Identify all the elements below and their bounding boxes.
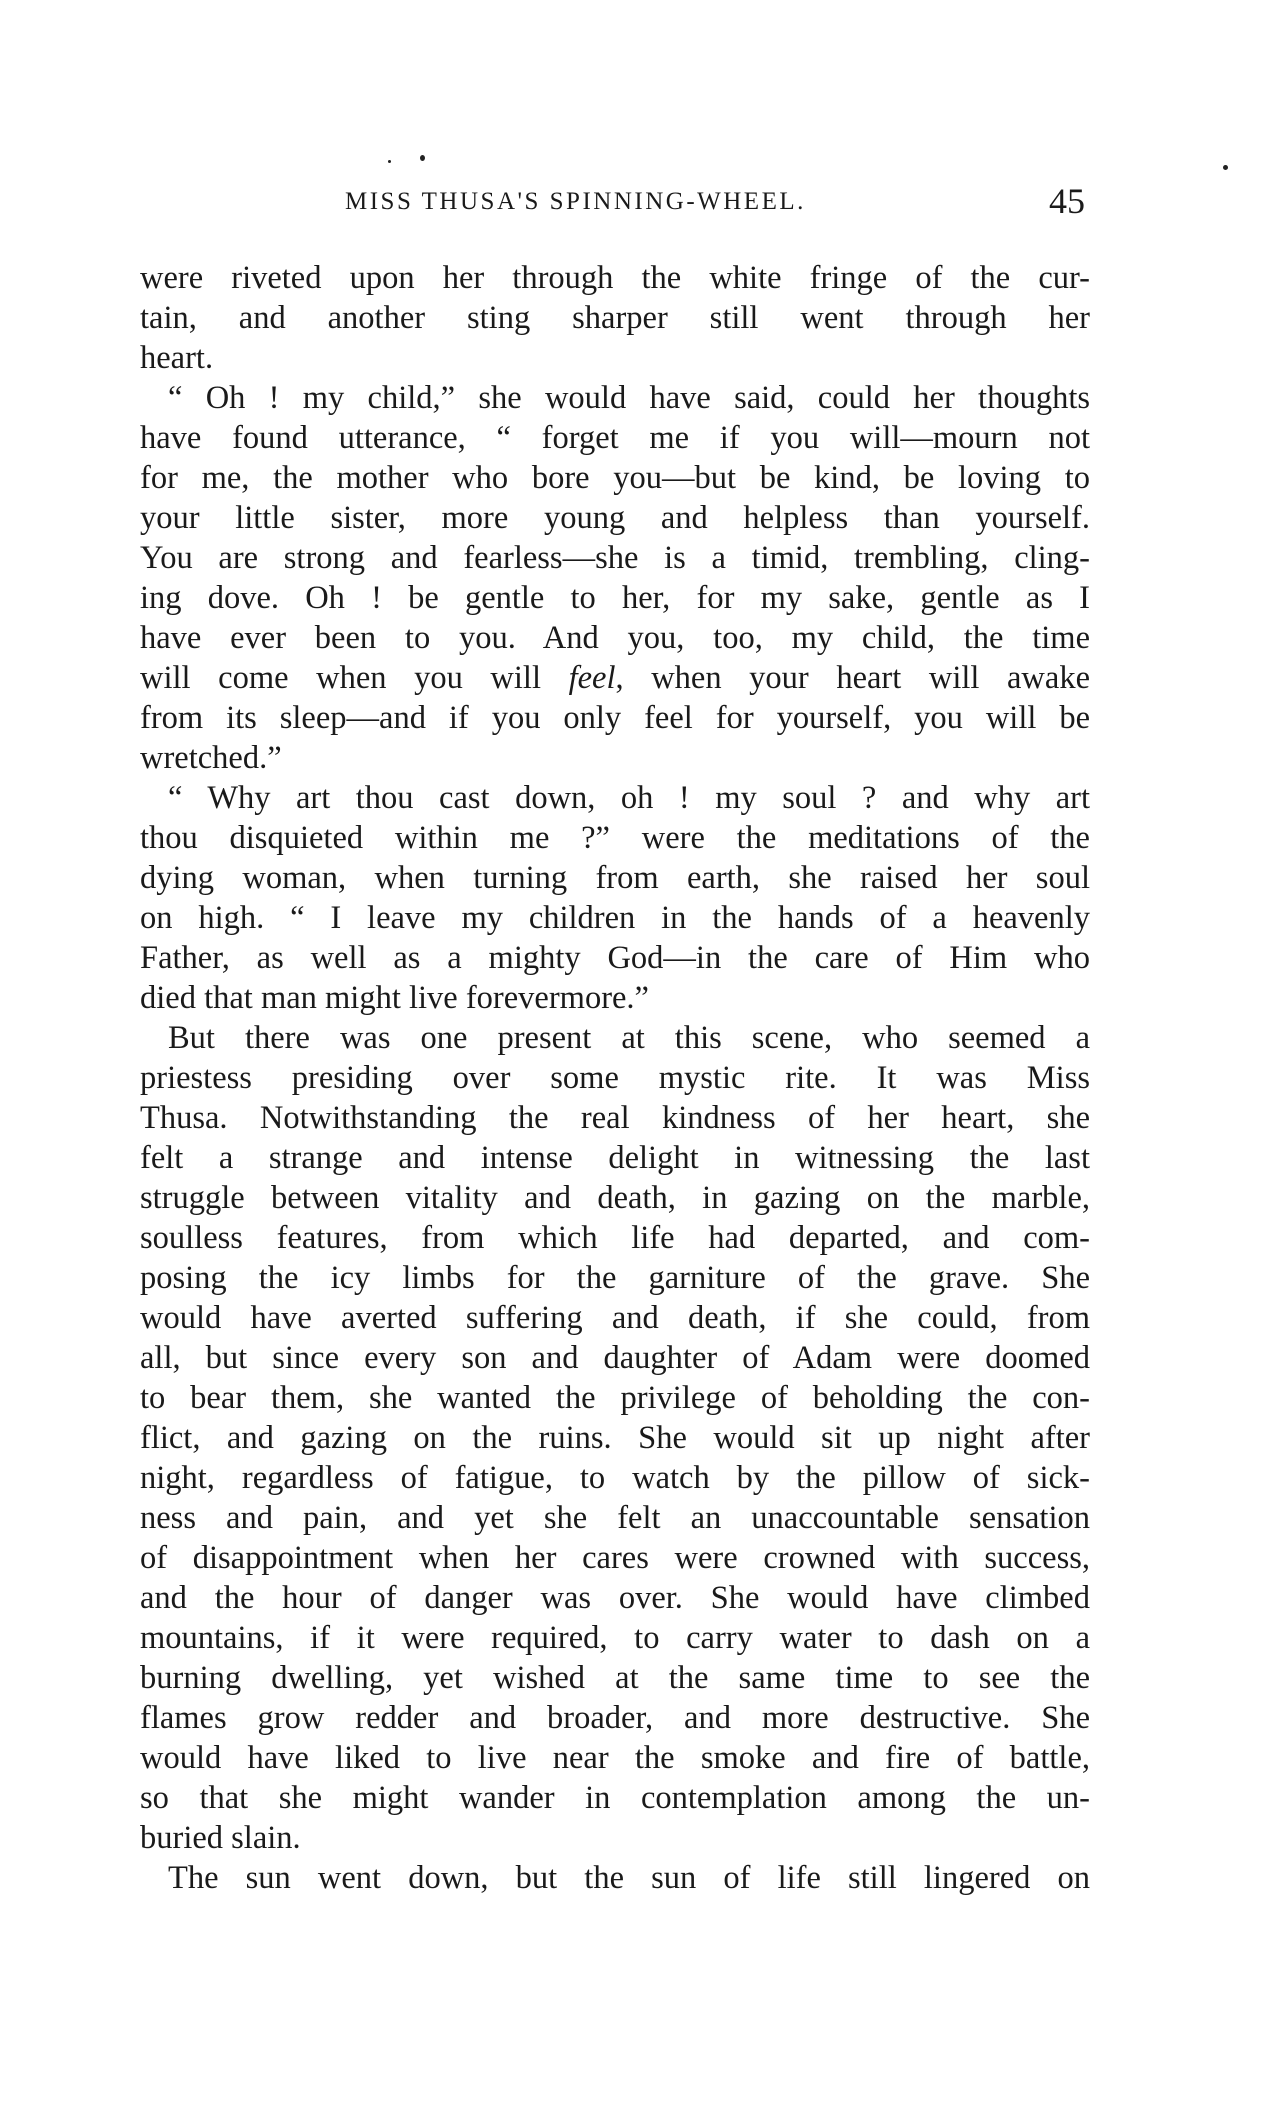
running-head bbox=[140, 180, 1090, 230]
text-line: from its sleep—and if you only feel for yourself, you will be bbox=[140, 700, 1090, 736]
text-line: and the hour of danger was over. She would have climbed bbox=[140, 1580, 1090, 1616]
text-line: on high. “ I leave my children in the hands of a heavenly bbox=[140, 900, 1090, 936]
text-line: burning dwelling, yet wished at the same time to see the bbox=[140, 1660, 1090, 1696]
text-line: wretched.” bbox=[140, 740, 282, 776]
text-line: night, regardless of fatigue, to watch by the pillow of sick- bbox=[140, 1460, 1090, 1496]
text-line: posing the icy limbs for the garniture of the grave. She bbox=[140, 1260, 1090, 1296]
text-line: have ever been to you. And you, too, my child, the time bbox=[140, 620, 1090, 656]
text-line: Father, as well as a mighty God—in the care of Him who bbox=[140, 940, 1090, 976]
text-line: You are strong and fearless—she is a timid, trembling, cling- bbox=[140, 540, 1090, 576]
text-line: all, but since every son and daughter of Adam were doomed bbox=[140, 1340, 1090, 1376]
body-text bbox=[140, 258, 1090, 1898]
text-line: were riveted upon her through the white fringe of the cur- bbox=[140, 260, 1090, 296]
text-line: mountains, if it were required, to carry water to dash on a bbox=[140, 1620, 1090, 1656]
text-line: would have averted suffering and death, if she could, from bbox=[140, 1300, 1090, 1336]
text-line: so that she might wander in contemplation among the un- bbox=[140, 1780, 1090, 1816]
text-line: ing dove. Oh ! be gentle to her, for my sake, gentle as I bbox=[140, 580, 1090, 616]
text-line: soulless features, from which life had departed, and com- bbox=[140, 1220, 1090, 1256]
text-line: tain, and another sting sharper still went through her bbox=[140, 300, 1090, 336]
print-speck bbox=[1223, 165, 1228, 170]
text-line: will come when you will feel, when your heart will awake bbox=[140, 660, 1090, 696]
text-line: of disappointment when her cares were crowned with success, bbox=[140, 1540, 1090, 1576]
text-line: ness and pain, and yet she felt an unaccountable sensation bbox=[140, 1500, 1090, 1536]
text-line: buried slain. bbox=[140, 1820, 301, 1856]
text-line: thou disquieted within me ?” were the meditations of the bbox=[140, 820, 1090, 856]
text-line: “ Why art thou cast down, oh ! my soul ? and why art bbox=[168, 780, 1090, 816]
text-line: would have liked to live near the smoke and fire of battle, bbox=[140, 1740, 1090, 1776]
text-line: died that man might live forevermore.” bbox=[140, 980, 649, 1016]
text-line: heart. bbox=[140, 340, 214, 376]
print-speck bbox=[388, 160, 391, 163]
text-line: The sun went down, but the sun of life still lingered on bbox=[168, 1860, 1090, 1896]
text-line: for me, the mother who bore you—but be kind, be loving to bbox=[140, 460, 1090, 496]
text-line: flict, and gazing on the ruins. She would sit up night after bbox=[140, 1420, 1090, 1456]
print-speck bbox=[420, 155, 425, 161]
text-line: felt a strange and intense delight in witnessing the last bbox=[140, 1140, 1090, 1176]
running-title: MISS THUSA'S SPINNING-WHEEL. bbox=[345, 188, 806, 215]
text-line: dying woman, when turning from earth, she raised her soul bbox=[140, 860, 1090, 896]
emphasized-word: feel bbox=[568, 660, 616, 696]
text-line: your little sister, more young and helpless than yourself. bbox=[140, 500, 1090, 536]
text-line: have found utterance, “ forget me if you will—mourn not bbox=[140, 420, 1090, 456]
page-number: 45 bbox=[1049, 181, 1085, 221]
text-line: to bear them, she wanted the privilege of beholding the con- bbox=[140, 1380, 1090, 1416]
text-line: But there was one present at this scene, who seemed a bbox=[168, 1020, 1090, 1056]
text-line: flames grow redder and broader, and more destructive. She bbox=[140, 1700, 1090, 1736]
text-line: Thusa. Notwithstanding the real kindness of her heart, she bbox=[140, 1100, 1090, 1136]
text-line: priestess presiding over some mystic rite. It was Miss bbox=[140, 1060, 1090, 1096]
text-line: “ Oh ! my child,” she would have said, could her thoughts bbox=[168, 380, 1090, 416]
text-line: struggle between vitality and death, in gazing on the marble, bbox=[140, 1180, 1090, 1216]
